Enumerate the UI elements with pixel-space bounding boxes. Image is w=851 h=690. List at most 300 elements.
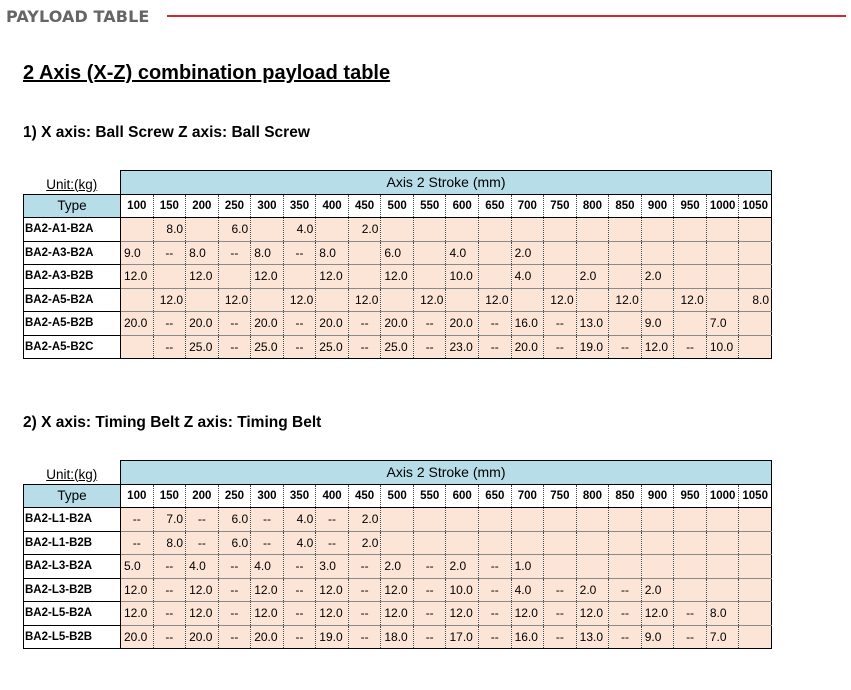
payload-value-cell: -- xyxy=(283,312,316,336)
stroke-header-cell: 700 xyxy=(511,484,544,508)
payload-value-cell: -- xyxy=(218,578,251,602)
payload-value-cell: 2.0 xyxy=(348,218,381,242)
payload-value-cell: 13.0 xyxy=(576,312,609,336)
payload-value-cell: 4.0 xyxy=(446,241,479,265)
payload-value-cell: -- xyxy=(283,335,316,359)
payload-value-cell xyxy=(153,265,186,289)
payload-value-cell xyxy=(251,288,284,312)
payload-value-cell xyxy=(641,218,674,242)
payload-value-cell: 4.0 xyxy=(511,265,544,289)
stroke-header-cell: 900 xyxy=(641,484,674,508)
payload-value-cell: 25.0 xyxy=(186,335,219,359)
payload-value-cell: 12.0 xyxy=(641,602,674,626)
payload-value-cell xyxy=(674,241,707,265)
payload-value-cell xyxy=(381,288,414,312)
table-row xyxy=(24,531,772,555)
payload-value-cell xyxy=(348,241,381,265)
payload-value-cell xyxy=(609,531,642,555)
payload-value-cell: 20.0 xyxy=(121,625,154,649)
payload-value-cell: 12.0 xyxy=(413,288,446,312)
payload-value-cell xyxy=(706,288,739,312)
payload-value-cell: 8.0 xyxy=(153,218,186,242)
payload-value-cell: -- xyxy=(283,241,316,265)
payload-value-cell: -- xyxy=(544,602,577,626)
payload-value-cell xyxy=(544,508,577,532)
stroke-header-cell: 600 xyxy=(446,484,479,508)
payload-value-cell: 12.0 xyxy=(218,288,251,312)
payload-value-cell: 12.0 xyxy=(121,578,154,602)
payload-value-cell: -- xyxy=(544,312,577,336)
payload-value-cell: -- xyxy=(674,625,707,649)
payload-value-cell: 23.0 xyxy=(446,335,479,359)
payload-value-cell: 4.0 xyxy=(511,578,544,602)
table-row xyxy=(24,578,772,602)
payload-value-cell xyxy=(576,555,609,579)
payload-value-cell xyxy=(739,625,772,649)
stroke-header-cell: 1050 xyxy=(739,484,772,508)
payload-value-cell: -- xyxy=(479,555,512,579)
payload-value-cell xyxy=(511,508,544,532)
payload-value-cell: -- xyxy=(479,312,512,336)
payload-value-cell: -- xyxy=(609,602,642,626)
timing-belt-subtitle: 2) X axis: Timing Belt Z axis: Timing Belt xyxy=(23,414,322,431)
payload-value-cell: 12.0 xyxy=(511,602,544,626)
payload-value-cell: 12.0 xyxy=(381,602,414,626)
payload-value-cell: -- xyxy=(348,312,381,336)
section-header xyxy=(6,5,846,27)
stroke-header-cell: 300 xyxy=(251,484,284,508)
payload-value-cell xyxy=(511,288,544,312)
payload-value-cell: -- xyxy=(479,625,512,649)
payload-value-cell: -- xyxy=(283,602,316,626)
payload-value-cell xyxy=(413,531,446,555)
payload-value-cell: -- xyxy=(348,578,381,602)
payload-value-cell xyxy=(121,335,154,359)
model-name-cell: BA2-A1-B2A xyxy=(24,218,121,242)
payload-value-cell: 8.0 xyxy=(739,288,772,312)
payload-value-cell xyxy=(544,265,577,289)
payload-value-cell: -- xyxy=(186,508,219,532)
payload-value-cell xyxy=(739,602,772,626)
payload-value-cell: 2.0 xyxy=(348,508,381,532)
payload-value-cell xyxy=(479,218,512,242)
payload-value-cell xyxy=(576,218,609,242)
payload-value-cell: 12.0 xyxy=(641,335,674,359)
payload-value-cell: 12.0 xyxy=(121,265,154,289)
payload-value-cell xyxy=(609,312,642,336)
payload-value-cell xyxy=(739,508,772,532)
payload-value-cell xyxy=(674,312,707,336)
stroke-header-cell: 750 xyxy=(544,194,577,218)
payload-value-cell: -- xyxy=(674,602,707,626)
payload-value-cell xyxy=(739,335,772,359)
payload-value-cell: 20.0 xyxy=(251,625,284,649)
payload-value-cell: 20.0 xyxy=(186,625,219,649)
payload-value-cell: 7.0 xyxy=(153,508,186,532)
payload-value-cell xyxy=(609,508,642,532)
payload-value-cell: 8.0 xyxy=(316,241,349,265)
stroke-header-cell: 1000 xyxy=(706,194,739,218)
stroke-header-cell: 600 xyxy=(446,194,479,218)
payload-value-cell: 25.0 xyxy=(316,335,349,359)
stroke-header-cell: 700 xyxy=(511,194,544,218)
unit-label: Unit:(kg) xyxy=(24,461,121,485)
payload-value-cell: -- xyxy=(544,578,577,602)
payload-value-cell: 12.0 xyxy=(446,602,479,626)
payload-value-cell: 12.0 xyxy=(186,602,219,626)
stroke-header-cell: 750 xyxy=(544,484,577,508)
payload-value-cell: 10.0 xyxy=(446,265,479,289)
payload-value-cell: 4.0 xyxy=(283,531,316,555)
payload-value-cell: 8.0 xyxy=(153,531,186,555)
timing-belt-payload-table xyxy=(23,460,772,649)
stroke-header-cell: 200 xyxy=(186,484,219,508)
table-axis-row xyxy=(24,171,772,195)
payload-value-cell xyxy=(479,241,512,265)
payload-value-cell xyxy=(479,531,512,555)
payload-value-cell xyxy=(739,312,772,336)
payload-value-cell: 5.0 xyxy=(121,555,154,579)
payload-value-cell xyxy=(739,578,772,602)
payload-value-cell: 2.0 xyxy=(348,531,381,555)
payload-value-cell: 2.0 xyxy=(641,578,674,602)
payload-value-cell: 6.0 xyxy=(218,508,251,532)
payload-value-cell xyxy=(576,531,609,555)
table-row xyxy=(24,218,772,242)
payload-value-cell: -- xyxy=(479,578,512,602)
payload-value-cell xyxy=(348,265,381,289)
stroke-header-cell: 300 xyxy=(251,194,284,218)
table-axis-row xyxy=(24,461,772,485)
payload-value-cell xyxy=(706,555,739,579)
payload-value-cell: 20.0 xyxy=(381,312,414,336)
section-header-rule xyxy=(167,15,846,17)
payload-value-cell xyxy=(186,288,219,312)
payload-value-cell: -- xyxy=(218,312,251,336)
payload-value-cell xyxy=(381,508,414,532)
payload-value-cell: 20.0 xyxy=(316,312,349,336)
payload-value-cell: -- xyxy=(413,335,446,359)
unit-label: Unit:(kg) xyxy=(24,171,121,195)
payload-value-cell xyxy=(674,531,707,555)
payload-value-cell: 9.0 xyxy=(121,241,154,265)
payload-value-cell xyxy=(544,241,577,265)
model-name-cell: BA2-A5-B2B xyxy=(24,312,121,336)
payload-value-cell: -- xyxy=(413,625,446,649)
table-row xyxy=(24,555,772,579)
payload-value-cell: -- xyxy=(609,335,642,359)
stroke-header-cell: 650 xyxy=(479,484,512,508)
stroke-header-cell: 150 xyxy=(153,484,186,508)
payload-value-cell xyxy=(641,508,674,532)
model-name-cell: BA2-L1-B2B xyxy=(24,531,121,555)
payload-value-cell xyxy=(381,531,414,555)
payload-value-cell xyxy=(381,218,414,242)
section-header-label: PAYLOAD TABLE xyxy=(6,6,150,26)
payload-value-cell xyxy=(251,218,284,242)
payload-value-cell: 6.0 xyxy=(218,218,251,242)
payload-value-cell xyxy=(446,508,479,532)
stroke-header-cell: 400 xyxy=(316,194,349,218)
payload-value-cell: -- xyxy=(251,508,284,532)
payload-value-cell xyxy=(706,578,739,602)
payload-value-cell: 8.0 xyxy=(186,241,219,265)
payload-value-cell xyxy=(739,218,772,242)
payload-value-cell xyxy=(739,241,772,265)
payload-value-cell: 13.0 xyxy=(576,625,609,649)
payload-value-cell xyxy=(706,265,739,289)
payload-value-cell xyxy=(576,508,609,532)
model-name-cell: BA2-A5-B2C xyxy=(24,335,121,359)
payload-value-cell xyxy=(218,265,251,289)
payload-value-cell: 18.0 xyxy=(381,625,414,649)
payload-value-cell: -- xyxy=(153,625,186,649)
payload-value-cell: -- xyxy=(153,602,186,626)
payload-value-cell xyxy=(316,218,349,242)
payload-value-cell xyxy=(706,241,739,265)
payload-value-cell: 12.0 xyxy=(674,288,707,312)
payload-value-cell xyxy=(706,531,739,555)
payload-value-cell: -- xyxy=(544,335,577,359)
stroke-header-cell: 150 xyxy=(153,194,186,218)
payload-value-cell xyxy=(641,288,674,312)
stroke-header-cell: 850 xyxy=(609,484,642,508)
payload-value-cell: 20.0 xyxy=(511,335,544,359)
model-name-cell: BA2-L3-B2B xyxy=(24,578,121,602)
stroke-header-cell: 100 xyxy=(121,484,154,508)
payload-value-cell: -- xyxy=(413,555,446,579)
payload-value-cell: 16.0 xyxy=(511,625,544,649)
payload-value-cell: 1.0 xyxy=(511,555,544,579)
model-name-cell: BA2-L5-B2B xyxy=(24,625,121,649)
stroke-header-cell: 650 xyxy=(479,194,512,218)
stroke-header-cell: 950 xyxy=(674,484,707,508)
stroke-header-cell: 450 xyxy=(348,484,381,508)
table-row xyxy=(24,265,772,289)
payload-value-cell: 12.0 xyxy=(479,288,512,312)
model-name-cell: BA2-L3-B2A xyxy=(24,555,121,579)
payload-value-cell: 16.0 xyxy=(511,312,544,336)
payload-value-cell: 12.0 xyxy=(381,578,414,602)
model-name-cell: BA2-A5-B2A xyxy=(24,288,121,312)
table-row xyxy=(24,335,772,359)
payload-value-cell: 2.0 xyxy=(511,241,544,265)
payload-value-cell: -- xyxy=(479,335,512,359)
payload-value-cell xyxy=(641,241,674,265)
payload-value-cell xyxy=(609,265,642,289)
payload-value-cell: 12.0 xyxy=(251,602,284,626)
payload-value-cell: -- xyxy=(218,602,251,626)
payload-value-cell: -- xyxy=(544,625,577,649)
payload-value-cell xyxy=(413,508,446,532)
payload-value-cell: 6.0 xyxy=(218,531,251,555)
payload-value-cell: 8.0 xyxy=(251,241,284,265)
stroke-header-cell: 450 xyxy=(348,194,381,218)
payload-value-cell: -- xyxy=(251,531,284,555)
stroke-header-cell: 800 xyxy=(576,194,609,218)
payload-value-cell: 20.0 xyxy=(186,312,219,336)
payload-value-cell: 19.0 xyxy=(576,335,609,359)
payload-value-cell: 12.0 xyxy=(316,578,349,602)
payload-value-cell: -- xyxy=(218,241,251,265)
payload-value-cell: 12.0 xyxy=(251,578,284,602)
model-name-cell: BA2-A3-B2B xyxy=(24,265,121,289)
payload-value-cell xyxy=(739,531,772,555)
payload-value-cell: -- xyxy=(186,531,219,555)
payload-value-cell: 12.0 xyxy=(381,265,414,289)
stroke-header-cell: 250 xyxy=(218,484,251,508)
payload-value-cell: -- xyxy=(674,335,707,359)
model-name-cell: BA2-L1-B2A xyxy=(24,508,121,532)
payload-value-cell xyxy=(706,508,739,532)
payload-value-cell: -- xyxy=(348,555,381,579)
table-row xyxy=(24,241,772,265)
payload-value-cell: -- xyxy=(413,312,446,336)
payload-value-cell: 9.0 xyxy=(641,312,674,336)
payload-value-cell xyxy=(609,241,642,265)
payload-value-cell xyxy=(739,265,772,289)
payload-value-cell: 19.0 xyxy=(316,625,349,649)
type-header: Type xyxy=(24,194,121,218)
payload-value-cell: 4.0 xyxy=(283,508,316,532)
stroke-header-cell: 850 xyxy=(609,194,642,218)
payload-value-cell: 20.0 xyxy=(446,312,479,336)
payload-value-cell: 12.0 xyxy=(544,288,577,312)
stroke-header-cell: 950 xyxy=(674,194,707,218)
payload-value-cell: 12.0 xyxy=(153,288,186,312)
payload-value-cell xyxy=(446,531,479,555)
model-name-cell: BA2-A3-B2A xyxy=(24,241,121,265)
payload-value-cell xyxy=(479,508,512,532)
payload-value-cell: 2.0 xyxy=(576,265,609,289)
payload-value-cell xyxy=(544,555,577,579)
payload-value-cell: 12.0 xyxy=(609,288,642,312)
payload-value-cell: -- xyxy=(413,602,446,626)
payload-value-cell: 12.0 xyxy=(121,602,154,626)
payload-value-cell xyxy=(413,241,446,265)
payload-value-cell: -- xyxy=(153,241,186,265)
payload-value-cell: 17.0 xyxy=(446,625,479,649)
payload-value-cell: -- xyxy=(609,578,642,602)
table-row xyxy=(24,288,772,312)
payload-value-cell: 10.0 xyxy=(706,335,739,359)
ball-screw-payload-table xyxy=(23,170,772,359)
payload-value-cell: -- xyxy=(218,555,251,579)
payload-value-cell xyxy=(283,265,316,289)
payload-value-cell: 6.0 xyxy=(381,241,414,265)
payload-value-cell: 12.0 xyxy=(186,578,219,602)
payload-value-cell xyxy=(674,555,707,579)
table-row xyxy=(24,625,772,649)
payload-value-cell: 12.0 xyxy=(348,288,381,312)
stroke-header-cell: 400 xyxy=(316,484,349,508)
payload-value-cell: -- xyxy=(153,555,186,579)
stroke-header-cell: 900 xyxy=(641,194,674,218)
payload-value-cell xyxy=(576,241,609,265)
payload-value-cell xyxy=(544,531,577,555)
payload-value-cell xyxy=(674,265,707,289)
payload-value-cell xyxy=(739,555,772,579)
payload-value-cell: 25.0 xyxy=(251,335,284,359)
payload-value-cell xyxy=(446,218,479,242)
stroke-header-cell: 500 xyxy=(381,194,414,218)
table-row xyxy=(24,312,772,336)
payload-value-cell: -- xyxy=(283,555,316,579)
payload-value-cell xyxy=(609,218,642,242)
payload-value-cell: 2.0 xyxy=(446,555,479,579)
payload-value-cell: -- xyxy=(153,312,186,336)
stroke-header-cell: 800 xyxy=(576,484,609,508)
payload-value-cell: 20.0 xyxy=(251,312,284,336)
payload-value-cell xyxy=(413,265,446,289)
payload-value-cell xyxy=(479,265,512,289)
payload-value-cell xyxy=(186,218,219,242)
stroke-header-cell: 250 xyxy=(218,194,251,218)
payload-value-cell xyxy=(641,531,674,555)
payload-value-cell: 12.0 xyxy=(251,265,284,289)
stroke-header-row xyxy=(24,194,772,218)
payload-value-cell: -- xyxy=(121,508,154,532)
payload-value-cell: 12.0 xyxy=(576,602,609,626)
payload-value-cell: -- xyxy=(283,625,316,649)
model-name-cell: BA2-L5-B2A xyxy=(24,602,121,626)
payload-value-cell: 4.0 xyxy=(186,555,219,579)
payload-value-cell: -- xyxy=(218,625,251,649)
stroke-header-cell: 200 xyxy=(186,194,219,218)
payload-value-cell: 12.0 xyxy=(316,265,349,289)
payload-value-cell xyxy=(544,218,577,242)
payload-value-cell xyxy=(641,555,674,579)
payload-value-cell xyxy=(576,288,609,312)
payload-value-cell: -- xyxy=(153,578,186,602)
payload-value-cell: 9.0 xyxy=(641,625,674,649)
payload-value-cell: -- xyxy=(283,578,316,602)
payload-value-cell: 2.0 xyxy=(641,265,674,289)
payload-value-cell: -- xyxy=(413,578,446,602)
stroke-header-cell: 350 xyxy=(283,194,316,218)
payload-value-cell: 10.0 xyxy=(446,578,479,602)
stroke-header-cell: 550 xyxy=(413,484,446,508)
payload-value-cell xyxy=(121,288,154,312)
stroke-header-row xyxy=(24,484,772,508)
payload-value-cell xyxy=(316,288,349,312)
stroke-header-cell: 550 xyxy=(413,194,446,218)
payload-value-cell: 2.0 xyxy=(381,555,414,579)
payload-value-cell xyxy=(446,288,479,312)
stroke-header-cell: 500 xyxy=(381,484,414,508)
payload-value-cell: 4.0 xyxy=(251,555,284,579)
payload-value-cell xyxy=(413,218,446,242)
payload-value-cell xyxy=(706,218,739,242)
payload-value-cell: -- xyxy=(153,335,186,359)
payload-value-cell: 12.0 xyxy=(283,288,316,312)
payload-value-cell: -- xyxy=(609,625,642,649)
payload-value-cell: -- xyxy=(121,531,154,555)
payload-value-cell xyxy=(674,218,707,242)
stroke-header-cell: 1050 xyxy=(739,194,772,218)
stroke-header-cell: 100 xyxy=(121,194,154,218)
payload-value-cell xyxy=(511,218,544,242)
payload-value-cell xyxy=(674,578,707,602)
table-row xyxy=(24,508,772,532)
payload-value-cell: 7.0 xyxy=(706,312,739,336)
payload-value-cell: -- xyxy=(316,508,349,532)
stroke-header-cell: 1000 xyxy=(706,484,739,508)
type-header: Type xyxy=(24,484,121,508)
payload-value-cell xyxy=(609,555,642,579)
payload-value-cell: 20.0 xyxy=(121,312,154,336)
payload-value-cell: -- xyxy=(316,531,349,555)
